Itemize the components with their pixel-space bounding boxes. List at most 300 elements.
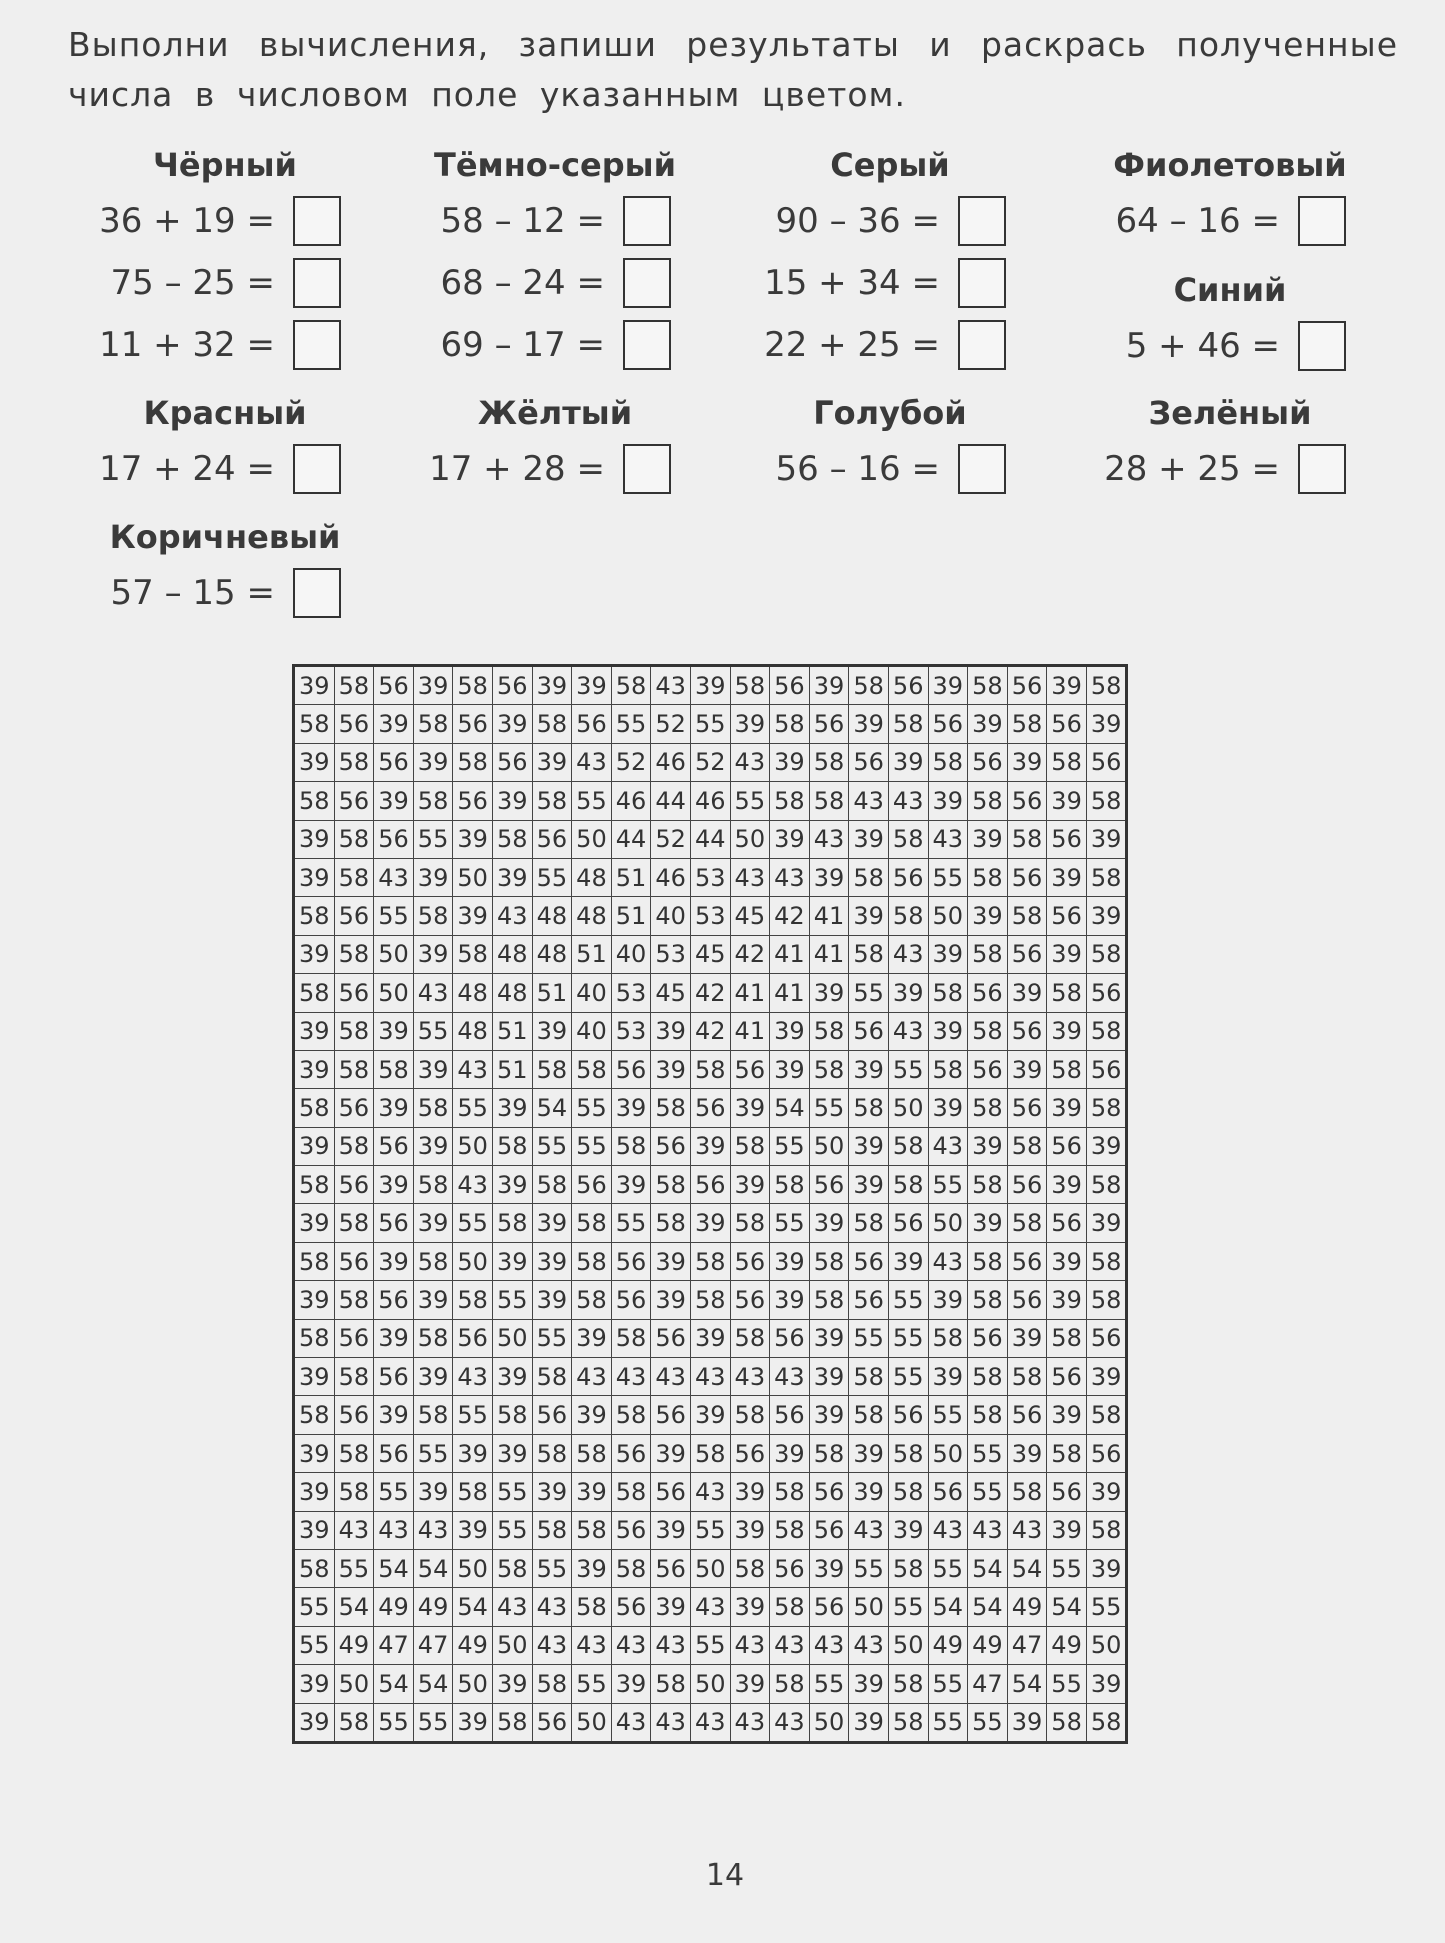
grid-cell[interactable]: 39: [651, 1281, 691, 1319]
grid-cell[interactable]: 56: [1086, 1319, 1127, 1357]
grid-cell[interactable]: 52: [690, 743, 730, 781]
grid-cell[interactable]: 39: [532, 1242, 572, 1280]
grid-cell[interactable]: 58: [572, 1588, 612, 1626]
grid-cell[interactable]: 39: [294, 1204, 335, 1242]
grid-cell[interactable]: 39: [294, 1127, 335, 1165]
grid-cell[interactable]: 43: [690, 1473, 730, 1511]
grid-cell[interactable]: 55: [888, 1281, 928, 1319]
grid-cell[interactable]: 39: [651, 1012, 691, 1050]
grid-cell[interactable]: 58: [651, 1665, 691, 1703]
grid-cell[interactable]: 39: [453, 897, 493, 935]
grid-cell[interactable]: 41: [770, 974, 810, 1012]
grid-cell[interactable]: 43: [572, 1626, 612, 1664]
grid-cell[interactable]: 55: [968, 1473, 1008, 1511]
grid-cell[interactable]: 48: [492, 935, 532, 973]
grid-cell[interactable]: 56: [453, 705, 493, 743]
grid-cell[interactable]: 39: [968, 705, 1008, 743]
grid-cell[interactable]: 56: [374, 666, 414, 705]
grid-cell[interactable]: 58: [611, 666, 651, 705]
grid-cell[interactable]: 39: [294, 666, 335, 705]
grid-cell[interactable]: 39: [572, 1396, 612, 1434]
grid-cell[interactable]: 58: [968, 1358, 1008, 1396]
grid-cell[interactable]: 58: [1007, 1127, 1047, 1165]
grid-cell[interactable]: 58: [888, 1703, 928, 1742]
grid-cell[interactable]: 55: [888, 1588, 928, 1626]
grid-cell[interactable]: 49: [968, 1626, 1008, 1664]
grid-cell[interactable]: 42: [690, 974, 730, 1012]
answer-box[interactable]: [293, 196, 341, 246]
grid-cell[interactable]: 55: [294, 1588, 335, 1626]
answer-box[interactable]: [1298, 196, 1346, 246]
answer-box[interactable]: [623, 258, 671, 308]
grid-cell[interactable]: 58: [334, 858, 374, 896]
grid-cell[interactable]: 56: [374, 1127, 414, 1165]
grid-cell[interactable]: 43: [849, 782, 889, 820]
grid-cell[interactable]: 43: [690, 1703, 730, 1742]
grid-cell[interactable]: 58: [1086, 1281, 1127, 1319]
grid-cell[interactable]: 56: [1007, 1166, 1047, 1204]
grid-cell[interactable]: 39: [928, 1012, 968, 1050]
grid-cell[interactable]: 39: [532, 1473, 572, 1511]
grid-cell[interactable]: 39: [730, 1166, 770, 1204]
grid-cell[interactable]: 58: [1007, 1204, 1047, 1242]
grid-cell[interactable]: 58: [888, 1127, 928, 1165]
grid-cell[interactable]: 43: [1007, 1511, 1047, 1549]
grid-cell[interactable]: 43: [690, 1358, 730, 1396]
grid-cell[interactable]: 42: [770, 897, 810, 935]
grid-cell[interactable]: 50: [572, 1703, 612, 1742]
grid-cell[interactable]: 53: [611, 974, 651, 1012]
grid-cell[interactable]: 58: [968, 1396, 1008, 1434]
grid-cell[interactable]: 56: [770, 1396, 810, 1434]
grid-cell[interactable]: 39: [809, 1358, 849, 1396]
grid-cell[interactable]: 43: [849, 1511, 889, 1549]
grid-cell[interactable]: 39: [849, 705, 889, 743]
grid-cell[interactable]: 55: [532, 858, 572, 896]
grid-cell[interactable]: 55: [492, 1473, 532, 1511]
grid-cell[interactable]: 39: [1047, 1166, 1087, 1204]
grid-cell[interactable]: 55: [770, 1127, 810, 1165]
grid-cell[interactable]: 58: [730, 1319, 770, 1357]
grid-cell[interactable]: 39: [1007, 1703, 1047, 1742]
grid-cell[interactable]: 39: [611, 1089, 651, 1127]
grid-cell[interactable]: 56: [1047, 820, 1087, 858]
grid-cell[interactable]: 58: [1086, 1012, 1127, 1050]
grid-cell[interactable]: 58: [770, 1511, 810, 1549]
grid-cell[interactable]: 50: [730, 820, 770, 858]
grid-cell[interactable]: 43: [730, 1626, 770, 1664]
grid-cell[interactable]: 39: [1047, 1511, 1087, 1549]
grid-cell[interactable]: 58: [809, 1434, 849, 1472]
grid-cell[interactable]: 52: [611, 743, 651, 781]
grid-cell[interactable]: 39: [888, 743, 928, 781]
grid-cell[interactable]: 55: [928, 1166, 968, 1204]
grid-cell[interactable]: 56: [611, 1511, 651, 1549]
grid-cell[interactable]: 50: [928, 1434, 968, 1472]
grid-cell[interactable]: 45: [651, 974, 691, 1012]
grid-cell[interactable]: 58: [572, 1204, 612, 1242]
grid-cell[interactable]: 49: [1007, 1588, 1047, 1626]
grid-cell[interactable]: 56: [1086, 743, 1127, 781]
grid-cell[interactable]: 58: [532, 1665, 572, 1703]
grid-cell[interactable]: 56: [374, 1204, 414, 1242]
grid-cell[interactable]: 43: [651, 1358, 691, 1396]
grid-cell[interactable]: 47: [374, 1626, 414, 1664]
grid-cell[interactable]: 58: [730, 1549, 770, 1587]
grid-cell[interactable]: 39: [968, 820, 1008, 858]
grid-cell[interactable]: 43: [374, 858, 414, 896]
grid-cell[interactable]: 55: [572, 782, 612, 820]
grid-cell[interactable]: 52: [651, 705, 691, 743]
grid-cell[interactable]: 39: [294, 820, 335, 858]
grid-cell[interactable]: 39: [730, 1473, 770, 1511]
grid-cell[interactable]: 39: [413, 935, 453, 973]
answer-box[interactable]: [958, 258, 1006, 308]
grid-cell[interactable]: 39: [374, 1242, 414, 1280]
grid-cell[interactable]: 58: [1086, 1242, 1127, 1280]
grid-cell[interactable]: 58: [1086, 858, 1127, 896]
grid-cell[interactable]: 51: [611, 897, 651, 935]
grid-cell[interactable]: 58: [968, 858, 1008, 896]
grid-cell[interactable]: 58: [968, 935, 1008, 973]
grid-cell[interactable]: 58: [413, 705, 453, 743]
grid-cell[interactable]: 55: [611, 705, 651, 743]
grid-cell[interactable]: 39: [294, 743, 335, 781]
grid-cell[interactable]: 56: [730, 1242, 770, 1280]
grid-cell[interactable]: 54: [374, 1549, 414, 1587]
grid-cell[interactable]: 39: [849, 1665, 889, 1703]
grid-cell[interactable]: 58: [690, 1434, 730, 1472]
grid-cell[interactable]: 56: [968, 743, 1008, 781]
grid-cell[interactable]: 58: [413, 1396, 453, 1434]
grid-cell[interactable]: 39: [492, 1166, 532, 1204]
grid-cell[interactable]: 39: [492, 858, 532, 896]
grid-cell[interactable]: 56: [928, 705, 968, 743]
grid-cell[interactable]: 39: [294, 1511, 335, 1549]
grid-cell[interactable]: 55: [492, 1511, 532, 1549]
grid-cell[interactable]: 39: [928, 666, 968, 705]
grid-cell[interactable]: 39: [532, 1012, 572, 1050]
grid-cell[interactable]: 58: [294, 897, 335, 935]
grid-cell[interactable]: 58: [1047, 1434, 1087, 1472]
grid-cell[interactable]: 58: [730, 1127, 770, 1165]
grid-cell[interactable]: 58: [611, 1127, 651, 1165]
grid-cell[interactable]: 39: [770, 820, 810, 858]
grid-cell[interactable]: 58: [1007, 820, 1047, 858]
grid-cell[interactable]: 56: [730, 1281, 770, 1319]
grid-cell[interactable]: 56: [1047, 705, 1087, 743]
grid-cell[interactable]: 43: [453, 1358, 493, 1396]
grid-cell[interactable]: 50: [809, 1127, 849, 1165]
grid-cell[interactable]: 56: [888, 1396, 928, 1434]
grid-cell[interactable]: 50: [453, 1665, 493, 1703]
grid-cell[interactable]: 58: [334, 1703, 374, 1742]
grid-cell[interactable]: 39: [770, 1012, 810, 1050]
grid-cell[interactable]: 43: [453, 1166, 493, 1204]
grid-cell[interactable]: 58: [334, 1473, 374, 1511]
grid-cell[interactable]: 58: [334, 935, 374, 973]
grid-cell[interactable]: 58: [888, 820, 928, 858]
grid-cell[interactable]: 39: [1086, 1127, 1127, 1165]
grid-cell[interactable]: 58: [730, 666, 770, 705]
grid-cell[interactable]: 43: [809, 820, 849, 858]
grid-cell[interactable]: 58: [334, 1012, 374, 1050]
grid-cell[interactable]: 58: [1047, 1050, 1087, 1088]
grid-cell[interactable]: 54: [968, 1588, 1008, 1626]
grid-cell[interactable]: 58: [651, 1204, 691, 1242]
grid-cell[interactable]: 39: [849, 897, 889, 935]
grid-cell[interactable]: 58: [1047, 1319, 1087, 1357]
grid-cell[interactable]: 58: [1047, 974, 1087, 1012]
grid-cell[interactable]: 39: [928, 935, 968, 973]
grid-cell[interactable]: 56: [1007, 1396, 1047, 1434]
grid-cell[interactable]: 58: [294, 974, 335, 1012]
grid-cell[interactable]: 58: [611, 1549, 651, 1587]
grid-cell[interactable]: 48: [532, 897, 572, 935]
grid-cell[interactable]: 56: [928, 1473, 968, 1511]
grid-cell[interactable]: 55: [572, 1665, 612, 1703]
grid-cell[interactable]: 55: [374, 1473, 414, 1511]
grid-cell[interactable]: 39: [294, 1665, 335, 1703]
grid-cell[interactable]: 58: [690, 1242, 730, 1280]
grid-cell[interactable]: 58: [888, 1549, 928, 1587]
grid-cell[interactable]: 58: [532, 1511, 572, 1549]
grid-cell[interactable]: 39: [849, 1166, 889, 1204]
grid-cell[interactable]: 39: [492, 1665, 532, 1703]
grid-cell[interactable]: 39: [809, 974, 849, 1012]
grid-cell[interactable]: 58: [968, 1166, 1008, 1204]
grid-cell[interactable]: 39: [770, 1242, 810, 1280]
grid-cell[interactable]: 58: [730, 1204, 770, 1242]
grid-cell[interactable]: 55: [572, 1089, 612, 1127]
grid-cell[interactable]: 50: [374, 935, 414, 973]
grid-cell[interactable]: 58: [968, 1012, 1008, 1050]
grid-cell[interactable]: 58: [888, 1665, 928, 1703]
grid-cell[interactable]: 58: [492, 1204, 532, 1242]
answer-box[interactable]: [958, 444, 1006, 494]
grid-cell[interactable]: 54: [928, 1588, 968, 1626]
grid-cell[interactable]: 58: [770, 1588, 810, 1626]
grid-cell[interactable]: 55: [968, 1703, 1008, 1742]
grid-cell[interactable]: 58: [809, 1281, 849, 1319]
grid-cell[interactable]: 56: [374, 1434, 414, 1472]
grid-cell[interactable]: 39: [849, 1127, 889, 1165]
grid-cell[interactable]: 56: [888, 858, 928, 896]
grid-cell[interactable]: 39: [611, 1665, 651, 1703]
grid-cell[interactable]: 39: [374, 1089, 414, 1127]
grid-cell[interactable]: 43: [413, 1511, 453, 1549]
grid-cell[interactable]: 42: [730, 935, 770, 973]
grid-cell[interactable]: 51: [572, 935, 612, 973]
grid-cell[interactable]: 43: [413, 974, 453, 1012]
grid-cell[interactable]: 58: [453, 666, 493, 705]
answer-box[interactable]: [958, 196, 1006, 246]
grid-cell[interactable]: 56: [809, 1511, 849, 1549]
grid-cell[interactable]: 58: [572, 1281, 612, 1319]
grid-cell[interactable]: 39: [651, 1050, 691, 1088]
grid-cell[interactable]: 58: [453, 743, 493, 781]
grid-cell[interactable]: 58: [572, 1050, 612, 1088]
grid-cell[interactable]: 58: [294, 1396, 335, 1434]
grid-cell[interactable]: 58: [334, 1204, 374, 1242]
grid-cell[interactable]: 55: [374, 1703, 414, 1742]
grid-cell[interactable]: 58: [809, 1242, 849, 1280]
grid-cell[interactable]: 39: [651, 1511, 691, 1549]
grid-cell[interactable]: 58: [849, 935, 889, 973]
grid-cell[interactable]: 56: [651, 1396, 691, 1434]
grid-cell[interactable]: 58: [1086, 1089, 1127, 1127]
grid-cell[interactable]: 48: [453, 1012, 493, 1050]
grid-cell[interactable]: 43: [651, 666, 691, 705]
grid-cell[interactable]: 56: [1007, 935, 1047, 973]
grid-cell[interactable]: 43: [928, 1127, 968, 1165]
grid-cell[interactable]: 58: [651, 1089, 691, 1127]
grid-cell[interactable]: 56: [1007, 858, 1047, 896]
grid-cell[interactable]: 39: [572, 1549, 612, 1587]
grid-cell[interactable]: 39: [532, 1204, 572, 1242]
grid-cell[interactable]: 58: [968, 1242, 1008, 1280]
grid-cell[interactable]: 58: [532, 1050, 572, 1088]
grid-cell[interactable]: 58: [294, 705, 335, 743]
grid-cell[interactable]: 39: [849, 820, 889, 858]
grid-cell[interactable]: 55: [374, 897, 414, 935]
grid-cell[interactable]: 55: [928, 1665, 968, 1703]
grid-cell[interactable]: 58: [294, 1549, 335, 1587]
grid-cell[interactable]: 58: [532, 1358, 572, 1396]
grid-cell[interactable]: 43: [770, 1626, 810, 1664]
grid-cell[interactable]: 39: [849, 1703, 889, 1742]
grid-cell[interactable]: 39: [1007, 1434, 1047, 1472]
grid-cell[interactable]: 55: [413, 1012, 453, 1050]
grid-cell[interactable]: 47: [413, 1626, 453, 1664]
grid-cell[interactable]: 55: [1047, 1665, 1087, 1703]
grid-cell[interactable]: 58: [413, 1089, 453, 1127]
grid-cell[interactable]: 55: [690, 1626, 730, 1664]
grid-cell[interactable]: 58: [572, 1511, 612, 1549]
grid-cell[interactable]: 55: [413, 1703, 453, 1742]
grid-cell[interactable]: 39: [453, 820, 493, 858]
grid-cell[interactable]: 53: [651, 935, 691, 973]
grid-cell[interactable]: 46: [611, 782, 651, 820]
grid-cell[interactable]: 39: [1047, 1396, 1087, 1434]
grid-cell[interactable]: 56: [849, 1012, 889, 1050]
grid-cell[interactable]: 53: [611, 1012, 651, 1050]
grid-cell[interactable]: 56: [690, 1089, 730, 1127]
grid-cell[interactable]: 56: [374, 743, 414, 781]
answer-box[interactable]: [623, 196, 671, 246]
grid-cell[interactable]: 55: [690, 1511, 730, 1549]
grid-cell[interactable]: 43: [611, 1703, 651, 1742]
grid-cell[interactable]: 58: [968, 1281, 1008, 1319]
grid-cell[interactable]: 58: [611, 1319, 651, 1357]
grid-cell[interactable]: 43: [888, 935, 928, 973]
grid-cell[interactable]: 56: [809, 705, 849, 743]
grid-cell[interactable]: 55: [730, 782, 770, 820]
grid-cell[interactable]: 58: [888, 1166, 928, 1204]
grid-cell[interactable]: 56: [1007, 1281, 1047, 1319]
grid-cell[interactable]: 39: [968, 897, 1008, 935]
grid-cell[interactable]: 43: [374, 1511, 414, 1549]
grid-cell[interactable]: 56: [532, 820, 572, 858]
grid-cell[interactable]: 43: [730, 858, 770, 896]
grid-cell[interactable]: 56: [730, 1050, 770, 1088]
grid-cell[interactable]: 39: [413, 1204, 453, 1242]
grid-cell[interactable]: 56: [770, 1549, 810, 1587]
grid-cell[interactable]: 43: [888, 782, 928, 820]
grid-cell[interactable]: 43: [334, 1511, 374, 1549]
grid-cell[interactable]: 44: [611, 820, 651, 858]
grid-cell[interactable]: 55: [968, 1434, 1008, 1472]
grid-cell[interactable]: 54: [1007, 1665, 1047, 1703]
grid-cell[interactable]: 58: [809, 1012, 849, 1050]
grid-cell[interactable]: 56: [1086, 1050, 1127, 1088]
grid-cell[interactable]: 39: [1086, 705, 1127, 743]
grid-cell[interactable]: 56: [1007, 1012, 1047, 1050]
grid-cell[interactable]: 56: [453, 1319, 493, 1357]
grid-cell[interactable]: 39: [809, 1204, 849, 1242]
grid-cell[interactable]: 58: [809, 782, 849, 820]
grid-cell[interactable]: 58: [1086, 935, 1127, 973]
grid-cell[interactable]: 56: [532, 1396, 572, 1434]
grid-cell[interactable]: 58: [1086, 1703, 1127, 1742]
grid-cell[interactable]: 54: [532, 1089, 572, 1127]
grid-cell[interactable]: 56: [1047, 1204, 1087, 1242]
answer-box[interactable]: [1298, 444, 1346, 494]
grid-cell[interactable]: 56: [334, 782, 374, 820]
grid-cell[interactable]: 50: [809, 1703, 849, 1742]
grid-cell[interactable]: 39: [492, 1434, 532, 1472]
grid-cell[interactable]: 58: [532, 705, 572, 743]
grid-cell[interactable]: 50: [492, 1319, 532, 1357]
grid-cell[interactable]: 58: [968, 1089, 1008, 1127]
grid-cell[interactable]: 58: [532, 782, 572, 820]
grid-cell[interactable]: 56: [690, 1166, 730, 1204]
grid-cell[interactable]: 56: [334, 897, 374, 935]
grid-cell[interactable]: 39: [1007, 974, 1047, 1012]
grid-cell[interactable]: 43: [928, 1511, 968, 1549]
grid-cell[interactable]: 43: [730, 1358, 770, 1396]
grid-cell[interactable]: 46: [651, 743, 691, 781]
grid-cell[interactable]: 56: [968, 1050, 1008, 1088]
grid-cell[interactable]: 58: [928, 974, 968, 1012]
grid-cell[interactable]: 49: [928, 1626, 968, 1664]
grid-cell[interactable]: 56: [492, 666, 532, 705]
grid-cell[interactable]: 58: [334, 820, 374, 858]
grid-cell[interactable]: 58: [770, 1473, 810, 1511]
grid-cell[interactable]: 55: [453, 1396, 493, 1434]
answer-box[interactable]: [293, 258, 341, 308]
grid-cell[interactable]: 58: [849, 1089, 889, 1127]
grid-cell[interactable]: 58: [294, 1319, 335, 1357]
grid-cell[interactable]: 55: [532, 1319, 572, 1357]
grid-cell[interactable]: 58: [1007, 705, 1047, 743]
grid-cell[interactable]: 40: [572, 974, 612, 1012]
grid-cell[interactable]: 56: [770, 1319, 810, 1357]
grid-cell[interactable]: 51: [611, 858, 651, 896]
grid-cell[interactable]: 50: [572, 820, 612, 858]
grid-cell[interactable]: 39: [294, 1012, 335, 1050]
grid-cell[interactable]: 43: [492, 1588, 532, 1626]
grid-cell[interactable]: 56: [453, 782, 493, 820]
grid-cell[interactable]: 56: [1086, 1434, 1127, 1472]
grid-cell[interactable]: 56: [651, 1319, 691, 1357]
grid-cell[interactable]: 39: [928, 1089, 968, 1127]
grid-cell[interactable]: 39: [492, 782, 532, 820]
grid-cell[interactable]: 39: [294, 1473, 335, 1511]
grid-cell[interactable]: 39: [453, 1434, 493, 1472]
grid-cell[interactable]: 39: [809, 666, 849, 705]
grid-cell[interactable]: 39: [572, 1473, 612, 1511]
